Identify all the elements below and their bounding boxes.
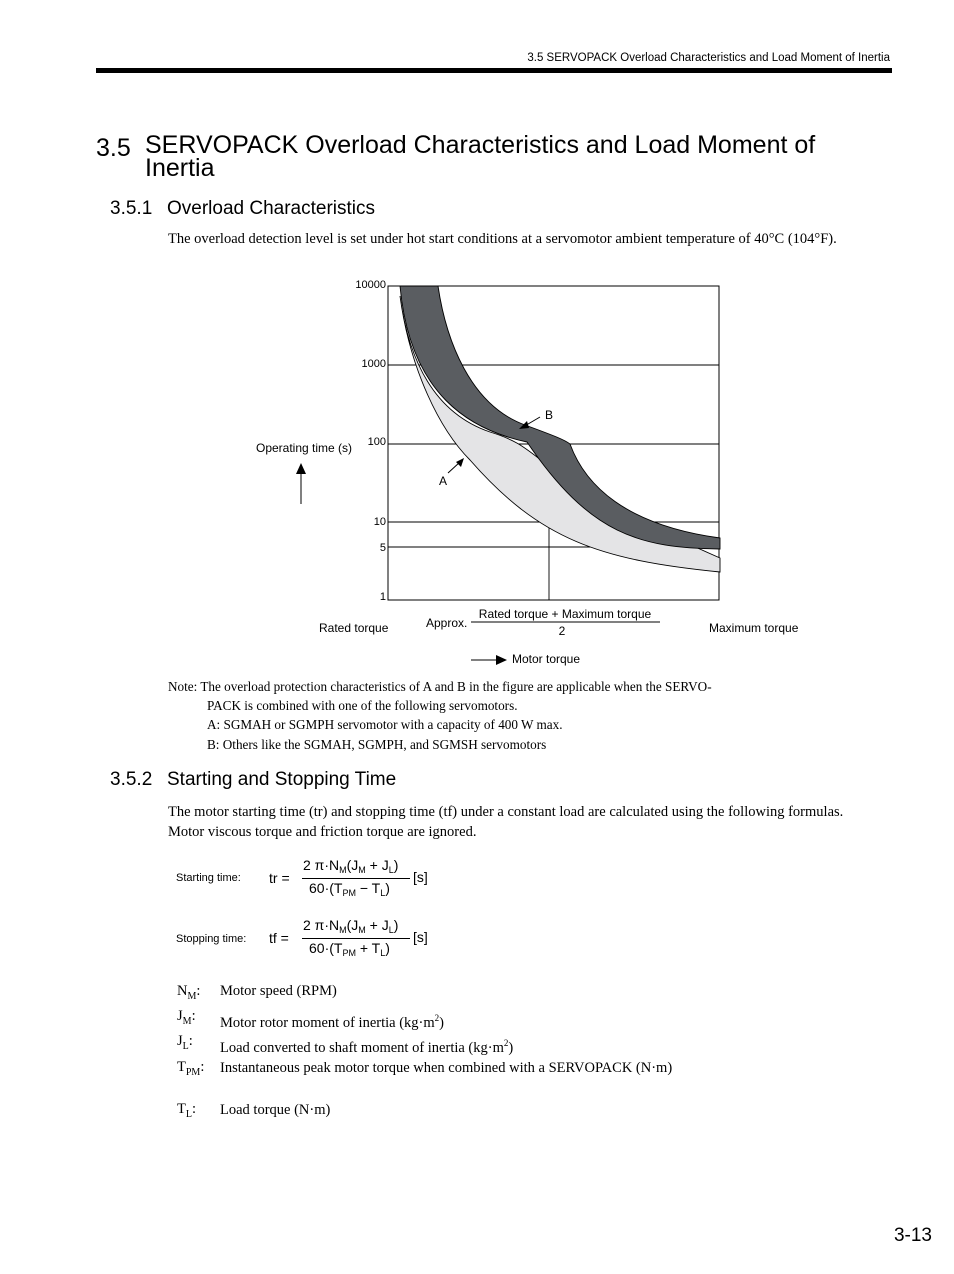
series-label-a: A (439, 474, 448, 488)
stopping-time-fraction-bar (302, 938, 410, 939)
note-block (168, 677, 712, 754)
subsection-number: 3.5.2 (110, 769, 153, 790)
y-tick-label: 1000 (361, 358, 386, 370)
starting-time-fraction-bar (302, 878, 410, 879)
pointer-a-head (456, 458, 464, 467)
x-label-mid-denominator: 2 (558, 624, 566, 638)
starting-time-numerator: 2 $\pi\cdot N_M(J_M + J_L)$ (303, 857, 399, 875)
definition-symbol: $T_{PM}$: (177, 1059, 205, 1078)
note-line: Note: The overload protection characteristics of A and B in the figure are applicable when the SERVO- (168, 679, 712, 694)
stopping-time-lhs: tf = (269, 930, 289, 946)
starting-time-lhs: tr = (269, 870, 290, 886)
definition-text: Load torque (N·m) (220, 1102, 331, 1118)
stopping-time-numerator: 2 $\pi\cdot N_M(J_M + J_L)$ (303, 917, 399, 935)
definition-symbol: $J_M$: (177, 1008, 196, 1027)
stopping-time-denominator: $60\cdot(T_{PM} + T_L)$ (309, 940, 390, 958)
definition-text: Load converted to shaft moment of inertia $(kg\cdot m^2)$ (220, 1038, 514, 1056)
x-label-rated: Rated torque (319, 621, 389, 635)
x-axis-label: Motor torque (512, 652, 581, 666)
starting-time-label: Starting time: (176, 872, 241, 884)
section-title: SERVOPACK Overload Characteristics and Load Moment of Inertia (145, 131, 816, 182)
starting-time-denominator: $60\cdot(T_{PM} - T_L)$ (309, 880, 390, 898)
definition-text: Motor speed (RPM) (220, 983, 337, 999)
note-line: A: SGMAH or SGMPH servomotor with a capacity of 400 W max. (207, 717, 563, 733)
starting-time-unit: [s] (413, 869, 428, 885)
x-axis-arrowhead (496, 655, 507, 665)
y-axis-label: Operating time (s) (256, 441, 353, 455)
y-tick-label: 1 (379, 591, 386, 603)
note-line: PACK is combined with one of the following servomotors. (207, 698, 518, 714)
page-number: 3-13 (893, 1225, 932, 1246)
definition-symbol: $N_M$: (177, 983, 201, 1002)
y-axis-arrowhead (296, 463, 306, 474)
stopping-time-unit: [s] (413, 929, 428, 945)
y-tick-label: 5 (379, 542, 386, 554)
stopping-time-label: Stopping time: (176, 933, 247, 945)
series-label-b: B (545, 408, 554, 422)
y-tick-label: 10 (373, 516, 386, 528)
subsection-title: Overload Characteristics (167, 198, 376, 219)
y-tick-label: 10000 (355, 279, 386, 291)
paragraph: The overload detection level is set under hot start conditions at a servomotor ambient temperature of 40°C (104°F). (168, 231, 837, 247)
running-header: 3.5 SERVOPACK Overload Characteristics and Load Moment of Inertia (527, 52, 890, 64)
x-label-max: Maximum torque (709, 621, 799, 635)
subsection-number: 3.5.1 (110, 198, 153, 219)
definition-symbol: $J_L$: (177, 1033, 193, 1052)
section-number: 3.5 (96, 134, 131, 162)
note-line: B: Others like the SGMAH, SGMPH, and SGMSH servomotors (207, 736, 547, 752)
y-tick-label: 100 (367, 436, 386, 448)
definition-text: Instantaneous peak motor torque when combined with a SERVOPACK (N·m) (220, 1060, 673, 1076)
paragraph: The motor starting time (tr) and stopping time (tf) under a constant load are calculated using the following formulas. Motor viscous torque and friction torque are ignored. (168, 804, 844, 840)
x-label-approx: Approx. (426, 616, 468, 630)
definition-symbol: $T_L$: (177, 1101, 196, 1120)
x-label-mid-numerator: Rated torque + Maximum torque (478, 607, 652, 621)
subsection-title: Starting and Stopping Time (167, 769, 397, 790)
definition-text: Motor rotor moment of inertia $(kg\cdot m^2)$ (220, 1013, 444, 1031)
